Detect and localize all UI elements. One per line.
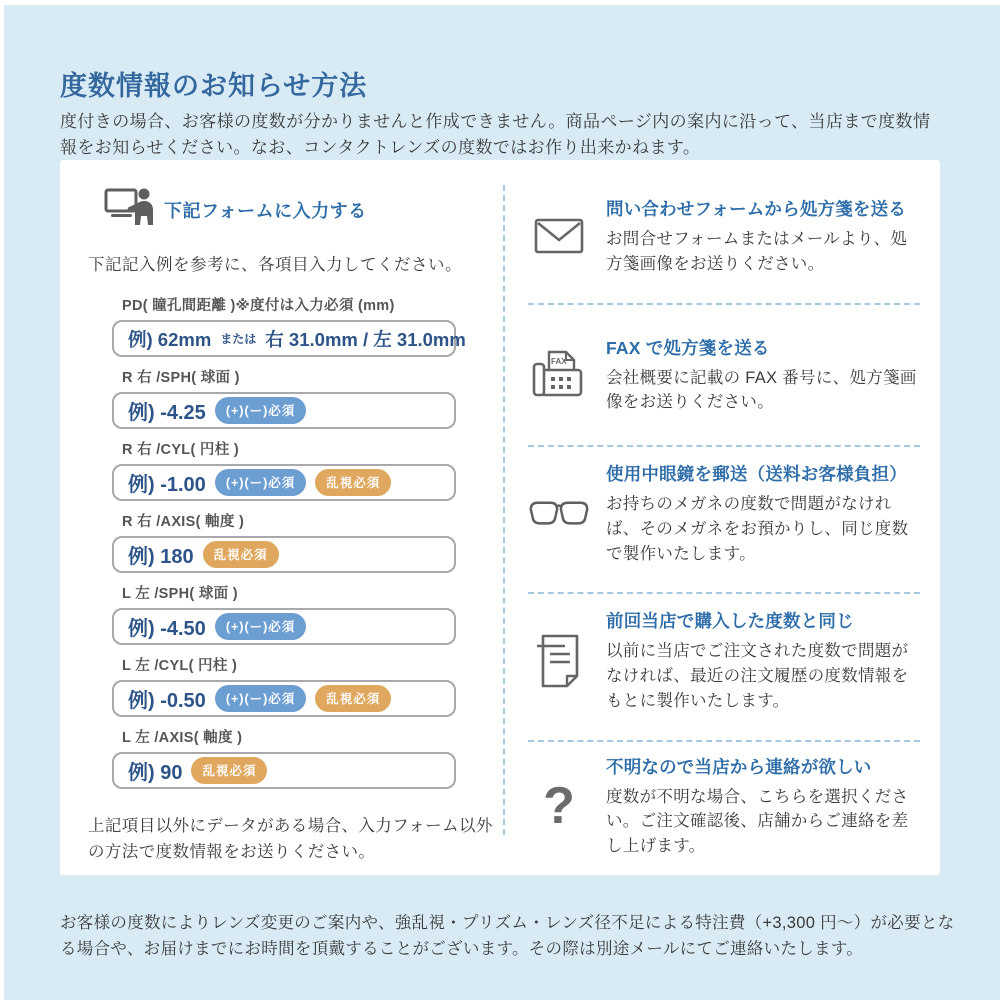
envelope-icon <box>528 215 590 257</box>
field-example-text: 右 31.0mm / 左 31.0mm <box>265 328 466 350</box>
sign-required-badge: (+)(ー)必須 <box>215 685 306 712</box>
method-title: FAX で処方箋を送る <box>606 337 770 358</box>
person-at-screen-icon <box>104 186 154 233</box>
field-example-text: 例) -0.50 <box>128 690 206 712</box>
intro-text: 度付きの場合、お客様の度数が分かりませんと作成できません。商品ページ内の案内に沿って、当店まで度数情報をお知らせください。なお、コンタクトレンズの度数ではお作り出来かねます。 <box>60 112 931 158</box>
form-field <box>112 657 456 717</box>
form-note: 上記項目以外にデータがある場合、入力フォーム以外の方法で度数情報をお送りください。 <box>88 817 493 862</box>
fax-icon <box>528 349 590 401</box>
method-body: 会社概要に記載の FAX 番号に、処方箋画像をお送りください。 <box>606 368 917 412</box>
field-label: PD( 瞳孔間距離 )※度付は入力必須 (mm) <box>122 298 395 314</box>
glasses-icon <box>528 499 590 529</box>
field-example-box <box>112 752 456 789</box>
footer-note: お客様の度数によりレンズ変更のご案内や、強乱視・プリズム・レンズ径不足による特注費（+3,300 円〜）が必要となる場合や、お届けまでにお時間を頂戴することがございます。その際は別途メールにてご連絡いたします。 <box>60 913 955 958</box>
field-example-box <box>112 464 456 501</box>
form-field <box>112 513 456 573</box>
form-example-fields <box>112 297 466 789</box>
sign-required-badge: (+)(ー)必須 <box>215 469 306 496</box>
method-title: 不明なので当店から連絡が欲しい <box>606 756 872 777</box>
field-example-box <box>112 680 456 717</box>
field-example-text: 例) 180 <box>128 546 194 568</box>
astigmatism-required-badge: 乱視必須 <box>203 541 279 568</box>
column-divider <box>503 185 505 835</box>
form-field <box>112 585 456 645</box>
method-body: お持ちのメガネの度数で問題がなければ、そのメガネをお預かりし、同じ度数で製作いたします。 <box>606 495 909 563</box>
form-section-header <box>88 186 508 233</box>
question-icon <box>528 777 590 836</box>
field-label: L 左 /SPH( 球面 ) <box>122 586 238 602</box>
field-example-text: 例) -4.25 <box>128 402 206 424</box>
astigmatism-required-badge: 乱視必須 <box>315 685 391 712</box>
method-body: お問合せフォームまたはメールより、処方箋画像をお送りください。 <box>606 230 908 273</box>
field-label: R 右 /CYL( 円柱 ) <box>122 442 239 458</box>
document-icon <box>528 633 590 689</box>
field-example-box <box>112 320 466 357</box>
form-field <box>112 441 456 501</box>
contact-methods-section <box>528 182 920 867</box>
contact-method <box>528 182 920 303</box>
sign-required-badge: (+)(ー)必須 <box>215 613 306 640</box>
form-field <box>112 729 456 789</box>
question-mark-glyph: ? <box>543 777 575 836</box>
field-example-box <box>112 608 456 645</box>
field-example-box <box>112 392 456 429</box>
form-instruction: 下記記入例を参考に、各項目入力してください。 <box>88 256 462 274</box>
field-example-text: 例) -4.50 <box>128 618 206 640</box>
field-example-connector: または <box>220 332 257 346</box>
astigmatism-required-badge: 乱視必須 <box>315 469 391 496</box>
contact-method <box>528 742 920 867</box>
contact-method <box>528 447 920 592</box>
field-label: R 右 /AXIS( 軸度 ) <box>122 514 245 530</box>
method-title: 問い合わせフォームから処方箋を送る <box>606 199 907 219</box>
form-field <box>112 297 466 357</box>
field-example-text: 例) 62mm <box>128 328 212 350</box>
sign-required-badge: (+)(ー)必須 <box>215 397 306 424</box>
method-title: 使用中眼鏡を郵送（送料お客様負担） <box>606 464 907 484</box>
svg-text:FAX: FAX <box>551 356 567 366</box>
method-body: 以前に当店でご注文された度数で問題がなければ、最近の注文履歴の度数情報をもとに製作いたします。 <box>606 642 909 710</box>
form-input-section <box>88 186 508 866</box>
contact-method <box>528 305 920 446</box>
method-body: 度数が不明な場合、こちらを選択ください。ご注文確認後、店舗からご連絡を差し上げます。 <box>606 787 909 855</box>
field-label: L 左 /CYL( 円柱 ) <box>122 658 238 674</box>
field-example-box <box>112 536 456 573</box>
info-panel <box>60 160 940 875</box>
field-example-text: 例) 90 <box>128 762 183 784</box>
method-title: 前回当店で購入した度数と同じ <box>606 611 854 632</box>
astigmatism-required-badge: 乱視必須 <box>191 757 267 784</box>
field-label: L 左 /AXIS( 軸度 ) <box>122 730 243 746</box>
form-section-title: 下記フォームに入力する <box>164 200 367 221</box>
field-label: R 右 /SPH( 球面 ) <box>122 370 240 386</box>
field-example-text: 例) -1.00 <box>128 474 206 496</box>
contact-method <box>528 594 920 739</box>
page-title: 度数情報のお知らせ方法 <box>60 71 368 102</box>
form-field <box>112 369 456 429</box>
